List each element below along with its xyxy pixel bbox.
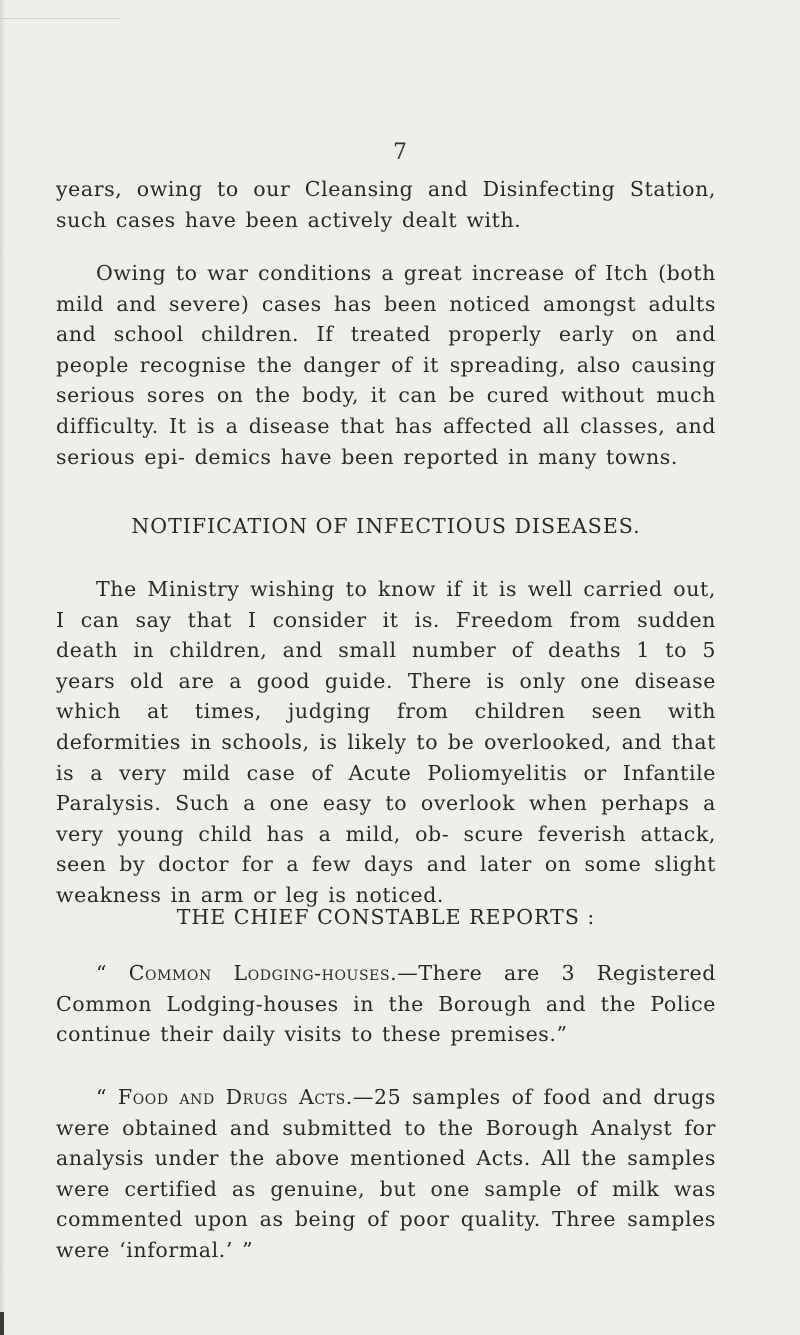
page-left-edge [0,0,5,1335]
paragraph-food-drugs [56,1082,716,1266]
section-body: —25 samples of food and drugs were obtained and submitted to the Borough Analyst for analysis under the above mentioned Acts. All the samples were certified as genuine, but one sample of milk was commented upon as being of poor quality. Three samples were ‘informal.’ ” [56,1085,716,1262]
section-body: —There are 3 Registered Common Lodging-houses in the Borough and the Police continue their daily visits to these premises.” [56,961,716,1047]
page-number: 7 [393,140,407,165]
paragraph-text [56,958,716,1050]
page-top-edge [0,18,120,19]
binding-mark [0,1312,4,1335]
paragraph-lodging-houses [56,958,716,1050]
paragraph-text: The Ministry wishing to know if it is well carried out, I can say that I consider it is. Freedom from sudden death in children, and small number of deaths 1 to 5 years old are a good guide. There is only one disease which at times, judging from children seen with deformities in schools, is likely to be overlooked, and that is a very mild case of Acute Poliomyelitis or Infantile Paralysis. Such a one easy to overlook when perhaps a very young child has a mild, ob- scure feverish attack, seen by doctor for a few days and later on some slight weakness in arm or leg is noticed. [56,577,716,907]
heading-chief-constable: THE CHIEF CONSTABLE REPORTS : [176,905,596,929]
section-title: “ Common Lodging-houses. [96,961,398,985]
paragraph-text: years, owing to our Cleansing and Disinfecting Station, such cases have been actively dealt with. [56,177,716,232]
paragraph-itch [56,258,716,472]
paragraph-cleansing-station [56,174,716,235]
heading-notification: NOTIFICATION OF INFECTIOUS DISEASES. [131,514,641,538]
section-title: “ Food and Drugs Acts. [96,1085,353,1109]
paragraph-text [56,1082,716,1266]
paragraph-ministry [56,574,716,911]
paragraph-text: Owing to war conditions a great increase of Itch (both mild and severe) cases has been noticed amongst adults and school children. If treated properly early on and people recognise the danger of it spreading, also causing serious sores on the body, it can be cured without much difficulty. It is a disease that has affected all classes, and serious epi- demics have been reported in many towns. [56,261,716,469]
